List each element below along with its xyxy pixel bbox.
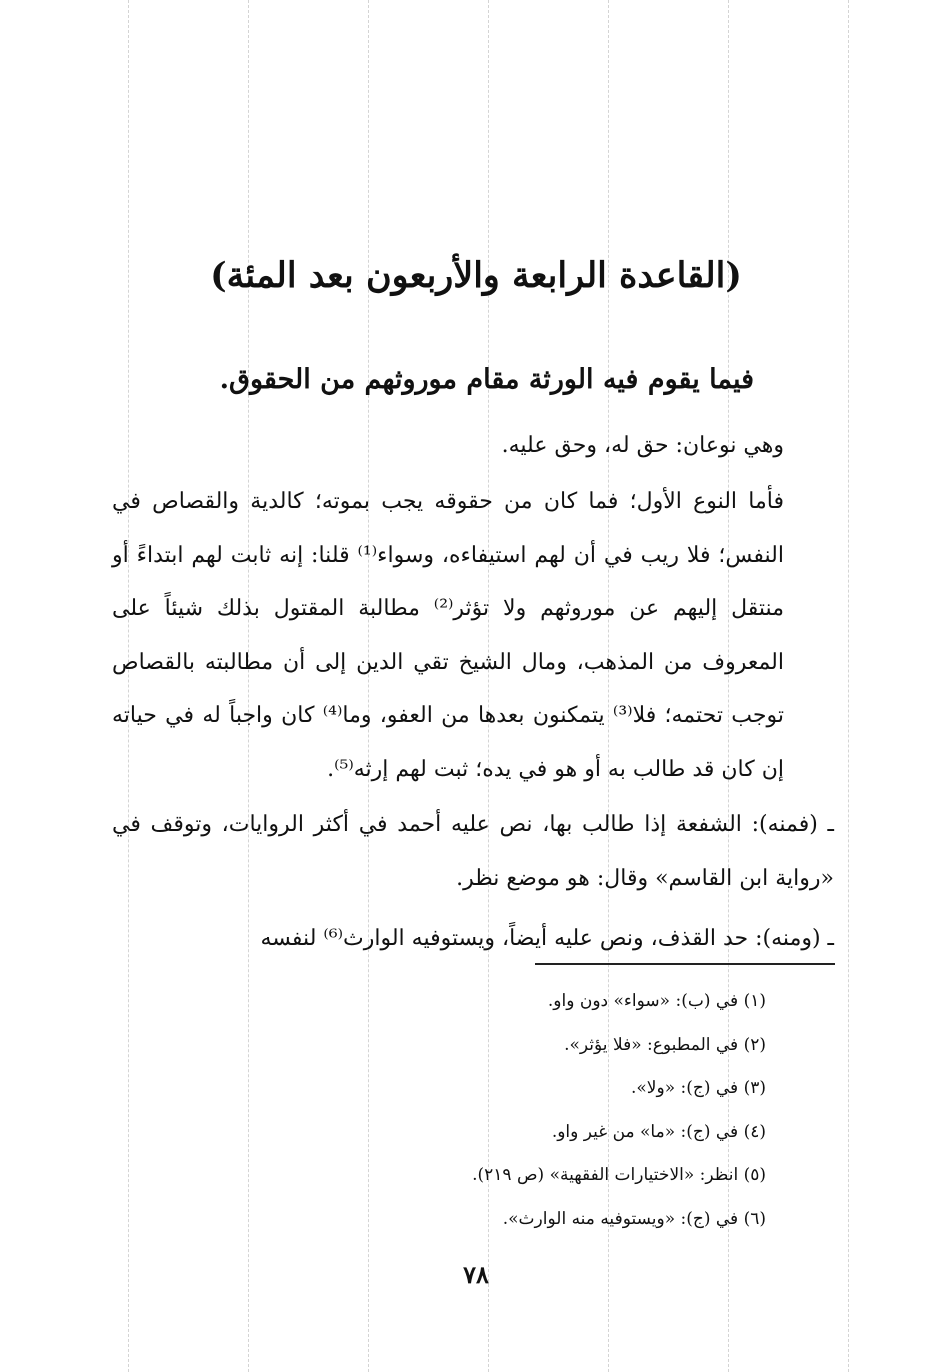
first-type-section [112, 475, 834, 796]
footnote: (١) في (ب): «سواء» دون واو. [547, 991, 766, 1011]
dotted-guide-line [848, 0, 849, 1372]
rule-title: (القاعدة الرابعة والأربعون بعد المئة) [210, 255, 742, 296]
footnote: (٦) في (ج): «ويستوفيه منه الوارث». [502, 1208, 766, 1229]
example-one-section [112, 798, 834, 905]
footnote-divider [535, 963, 835, 965]
intro-text: وهي نوعان: حق له، وحق عليه. [501, 433, 784, 458]
footnote: (٣) في (ج): «ولا». [631, 1078, 766, 1098]
footnote: (٤) في (ج): «ما» من غير واو. [551, 1121, 766, 1142]
first-type-paragraph: فأما النوع الأول؛ فما كان من حقوقه يجب بموته؛ كالدية والقصاص في النفس؛ فلا ريب في أن لهم استيفاءه، وسواء⁽¹⁾ قلنا: إنه ثابت لهم ابتداءً أو منتقل إليهم عن موروثهم ولا تؤثر⁽²⁾ مطالبة المقتول بذلك شيئاً على المعروف من المذهب، ومال الشيخ تقي الدين إلى أن مطالبته بالقصاص توجب تحتمه؛ فلا⁽³⁾ يتمكنون بعدها من العفو، وما⁽⁴⁾ كان واجباً له في حياته إن كان قد طالب به أو هو في يده؛ ثبت لهم إرثه⁽⁵⁾. [112, 489, 784, 782]
intro-paragraph [112, 419, 834, 473]
rule-subtitle: فيما يقوم فيه الورثة مقام موروثهم من الحقوق. [219, 364, 754, 395]
footnotes-list [472, 980, 766, 1241]
example-two-paragraph: ـ (ومنه): حد القذف، ونص عليه أيضاً، ويستوفيه الوارث⁽⁶⁾ لنفسه [260, 926, 834, 951]
footnote: (٥) انظر: «الاختيارات الفقهية» (ص ٢١٩). [472, 1165, 766, 1185]
example-one-paragraph: ـ (فمنه): الشفعة إذا طالب بها، نص عليه أحمد في أكثر الروايات، وتوقف في «رواية ابن القاسم» وقال: هو موضع نظر. [112, 812, 834, 891]
example-two-section [112, 912, 834, 966]
footnote: (٢) في المطبوع: «فلا يؤثر». [564, 1034, 766, 1055]
page-number: ٧٨ [463, 1260, 489, 1289]
